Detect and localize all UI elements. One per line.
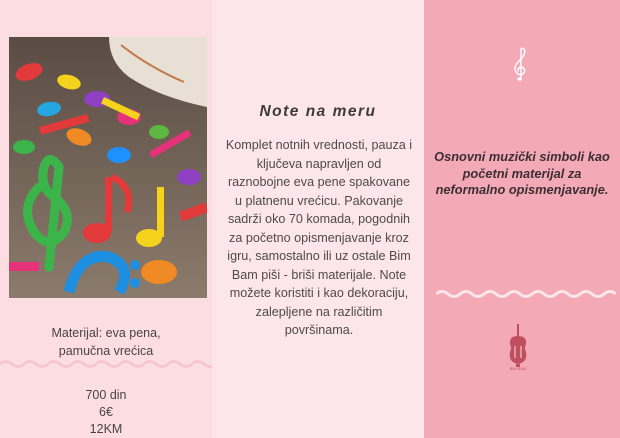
left-panel [0, 0, 212, 438]
material-line-2: pamučna vrećica [58, 344, 154, 358]
price-din: 700 din [85, 388, 127, 402]
price-eur: 6€ [99, 405, 113, 419]
wave-divider-left [0, 359, 212, 369]
material-info [0, 324, 212, 360]
violin-logo-icon [505, 324, 531, 368]
product-description: Komplet notnih vrednosti, pauza i ključeva napravljen od raznobojne eva pene spakovane u platnenu vrećicu. Pakovanje sadrži oko 70 komada, pogodnih za početno opismenjavanje kroz igru, samostalno ili uz ostale Bim Bam piši - briši materijale. Note možete koristiti i kao dekoraciju, zalepljene na različitim površinama. [225, 138, 413, 337]
product-photo [9, 37, 207, 298]
tagline: Osnovni muzički simboli kao početni materijal za neformalno opismenjavanje. [434, 149, 610, 197]
treble-clef-icon [508, 46, 532, 82]
logo-text: BIM BAM [509, 367, 527, 371]
price-km: 12KM [89, 422, 123, 436]
product-title: Note na meru [259, 103, 377, 120]
material-line-1: Materijal: eva pena, [51, 326, 161, 340]
price-list [0, 387, 212, 438]
wave-divider-right [436, 289, 616, 299]
